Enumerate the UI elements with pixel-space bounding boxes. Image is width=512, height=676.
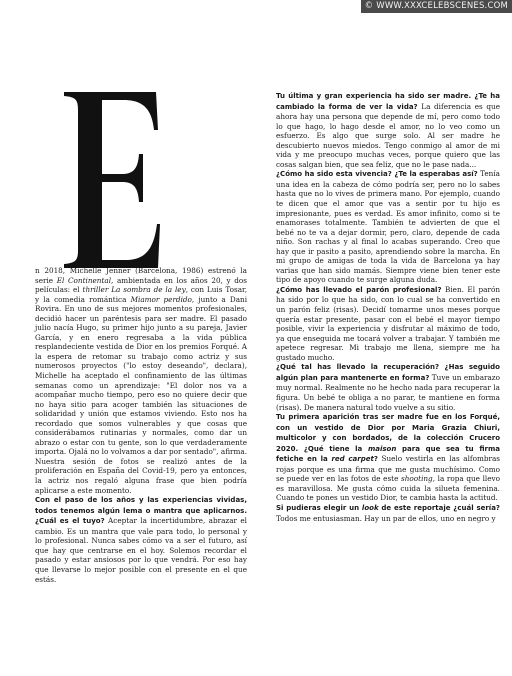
answer: , la ropa que llevo es maravillosa. Me gusta cómo cuida la silueta femenina. Cuando te pones un vestido Dior, te cambia hasta la actitud.	[276, 474, 500, 503]
question: ¿Qué tal has llevado la recuperación? ¿Has seguido algún plan para mantenerte en forma?	[276, 363, 500, 382]
answer: Aceptar la incertidumbre, abrazar el cambio. Es un mantra que vale para todo, lo personal y lo profesional. Nunca sabes cómo va a ser el futuro, así que hay que centrarse en el hoy. Solemos recordar el pasado y estar ansiosos por lo que vendrá. Por eso hay que llevarse lo mejor posible con el presente en el que estás.	[35, 516, 247, 584]
question	[276, 504, 500, 512]
answer: Bien. El parón ha sido por lo que ha sido, con lo cual se ha convertido en un parón feliz (risas). Decidí tomarme unos meses porque quería estar presente, pasar con el bebé el mayor tiempo posible, vivir la experiencia y disfrutar al máximo de todo, ya que enseguida me tocará volver a trabajar. Y también me apetece regresar. Mi trabajo me llena, siempre me ha gustado mucho.	[276, 284, 500, 362]
right-column	[276, 91, 500, 523]
intro-text: n 2018, Michelle Jenner (Barcelona, 1986) estrenó la serie	[35, 266, 247, 285]
question-text: Tu primera aparición tras ser madre fue en los Forqué, con un vestido de Dior por Maria Grazia Chiuri, multicolor y con bordados, de la colección Crucero 2020. ¿Qué tiene la	[276, 413, 500, 453]
answer: Todos me entusiasman. Hay un par de ellos, uno en negro y	[276, 513, 496, 523]
intro-paragraph	[35, 266, 247, 495]
question-text: de este reportaje ¿cuál sería?	[378, 503, 500, 512]
question-text: ?	[373, 455, 378, 464]
watermark: © WWW.XXXCELEBSCENES.COM	[361, 0, 512, 13]
drop-cap-glyph	[60, 92, 160, 268]
answer: Suelo vestirla en las alfombras rojas porque es una firma que me gusta muchísimo. Como se puede ver en las fotos de este	[276, 454, 500, 484]
question: ¿Cómo has llevado el parón profesional?	[276, 285, 442, 294]
qa-block	[276, 362, 500, 412]
intro-text: , ambientada en los años 20, y dos películas: el	[35, 275, 248, 295]
series-title: El Continental	[56, 275, 112, 285]
qa-block	[276, 91, 500, 169]
qa-block	[276, 169, 500, 285]
qa-block	[35, 495, 247, 584]
left-column	[35, 266, 247, 584]
answer: Tenía una idea en la cabeza de cómo podría ser, pero no lo sabes hasta que no lo vives de primera mano. Por ejemplo, cuando te dicen que el amor que vas a sentir por tu hijo es impresionante, pues es verdad. Es amor infinito, como si te enamorases totalmente. También te advierten de que el bebé no te va a dejar dormir, pero, claro, depende de cada niño. Son rachas y al final lo acabas superando. Creo que hay que ir pasito a pasito, aprendiendo sobre la marcha. En mi grupo de amigas de toda la vida de Barcelona ya hay varias que han sido mamás. Siempre viene bien tener este tipo de apoyo cuando te surge alguna duda.	[276, 169, 500, 285]
drop-cap-letter	[60, 92, 160, 268]
question-italic: maison	[367, 444, 397, 453]
qa-block	[276, 285, 500, 362]
answer: Tuve un embarazo muy normal. Realmente no he hecho nada para recuperar la figura. Un bebé te obliga a no parar, te mantiene en forma (risas). De manera natural todo vuelve a su sitio.	[276, 372, 500, 412]
question-italic: red carpet	[331, 455, 374, 464]
question: Con el paso de los años y las experiencias vividas, todos tenemos algún lema o mantra que aplicarnos. ¿Cuál es el tuyo?	[35, 496, 247, 526]
intro-text: , con Luis Tosar, y la comedia romántica	[35, 285, 248, 304]
qa-block	[276, 412, 500, 503]
question-italic: look	[361, 503, 379, 512]
answer-italic: shooting	[401, 474, 433, 484]
answer: La diferencia es que ahora hay una persona que depende de mí, pero como todo lo que hago, lo hago desde el amor, no lo veo como un esfuerzo. Es algo que surge solo. Al ser madre he descubierto nuevos miedos. Tengo conmigo al amor de mi vida y me preocupo muchas veces, porque quiero que las cosas salgan bien, que sea feliz, que no le pase nada...	[276, 101, 501, 169]
question: ¿Cómo ha sido esta vivencia? ¿Te la esperabas así?	[276, 170, 478, 179]
film-title: Miamor perdido	[130, 294, 192, 304]
question: Tu última y gran experiencia ha sido ser madre. ¿Te ha cambiado la forma de ver la vida?	[276, 92, 500, 111]
film-title: thriller La sombra de la ley	[82, 285, 186, 295]
qa-block	[276, 503, 500, 523]
question-text: para que sea tu firma fetiche en la	[276, 444, 500, 464]
question-text: Si pudieras elegir un	[276, 503, 362, 512]
intro-text: , junto a Dani Rovira. En uno de sus mejores momentos profesionales, decidió hacer un paréntesis para ser madre. El pasado julio nacía Hugo, su primer hijo junto a su pareja, Javier García, y en enero regresaba a la vida pública resplandeciente vestida de Dior en los premios Forqué. A la espera de retomar su trabajo como actriz y sus numerosos proyectos ("lo estoy deseando", declara), Michelle ha aceptado el confinamiento de las últimas semanas como un aprendizaje: "El dolor nos va a acompañar mucho tiempo, pero eso no quiere decir que no haya sitio para acoger también las situaciones de solidaridad y unión que estamos viviendo. Esto nos ha recordado que somos vulnerables y que cosas que considerábamos rutinarias y normales, como dar un abrazo o estar con tu gente, son lo que verdaderamente importa. Ojalá no lo volvamos a dar por sentado", afirma. Nuestra sesión de fotos se realizó antes de la proliferación en España del Covid-19, pero ya entonces, la actriz nos regaló alguna frase que bien podría aplicarse a este momento.	[35, 294, 248, 495]
